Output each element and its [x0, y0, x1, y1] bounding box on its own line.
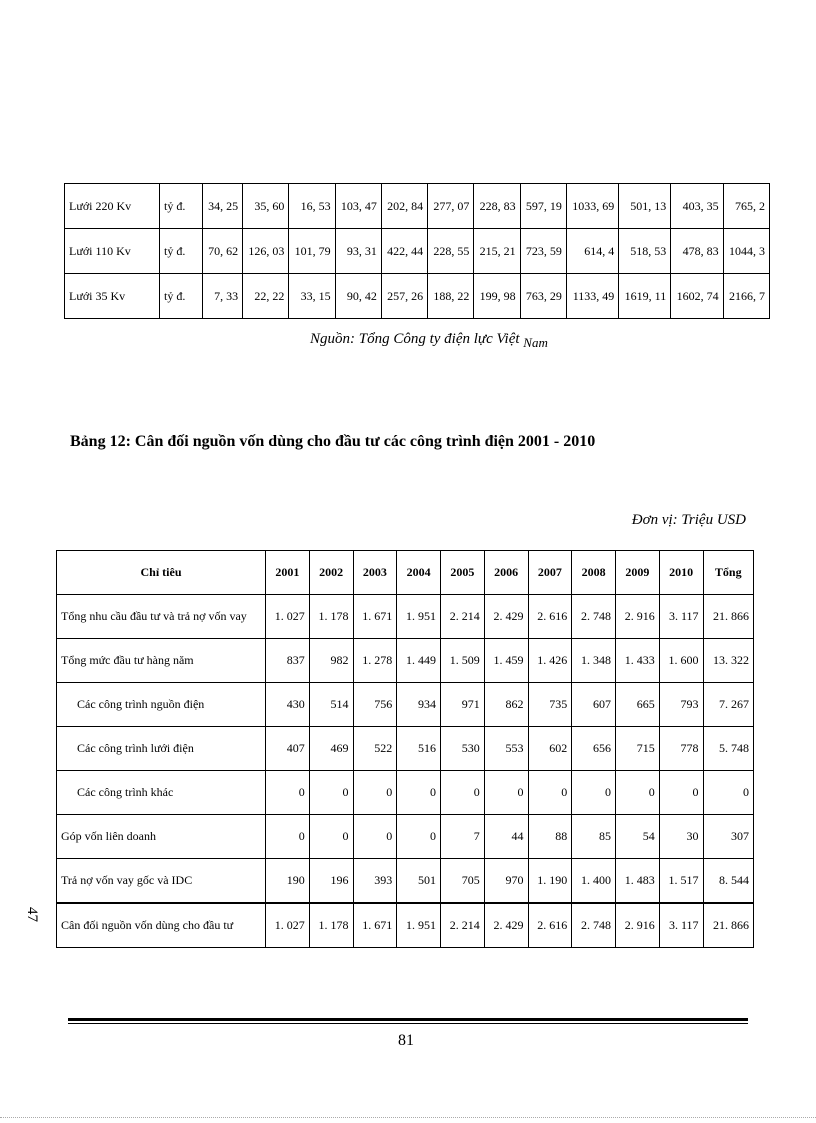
- table-cell: 2. 748: [572, 595, 616, 639]
- table-cell: 0: [309, 771, 353, 815]
- table-cell: 862: [484, 683, 528, 727]
- column-header: 2003: [353, 551, 397, 595]
- column-header: 2001: [266, 551, 310, 595]
- row-label: Lưới 220 Kv: [65, 184, 160, 229]
- table-cell: 1. 190: [528, 859, 572, 904]
- table-cell: 705: [441, 859, 485, 904]
- table-cell: 88: [528, 815, 572, 859]
- table-cell: 30: [659, 815, 703, 859]
- table-cell: 0: [616, 771, 660, 815]
- table-row: [57, 595, 754, 639]
- table-cell: 1. 348: [572, 639, 616, 683]
- column-header: 2009: [616, 551, 660, 595]
- table-cell: 2. 214: [441, 595, 485, 639]
- table-cell: 970: [484, 859, 528, 904]
- table-cell: 0: [703, 771, 754, 815]
- table-cell: 13. 322: [703, 639, 754, 683]
- table-cell: 3. 117: [659, 595, 703, 639]
- table-cell: 982: [309, 639, 353, 683]
- table-cell: 2. 916: [616, 903, 660, 948]
- row-label: Tổng mức đầu tư hàng năm: [57, 639, 266, 683]
- table-cell: 0: [484, 771, 528, 815]
- column-header: Chỉ tiêu: [57, 551, 266, 595]
- table-cell: 602: [528, 727, 572, 771]
- table-cell: 7: [441, 815, 485, 859]
- table-cell: 1619, 11: [619, 274, 671, 319]
- row-label: Trả nợ vốn vay gốc và IDC: [57, 859, 266, 904]
- table-cell: 715: [616, 727, 660, 771]
- table-cell: 1. 671: [353, 595, 397, 639]
- source-text-tail: Nam: [523, 335, 548, 350]
- table-cell: 1. 671: [353, 903, 397, 948]
- table-cell: 2. 916: [616, 595, 660, 639]
- table-cell: 516: [397, 727, 441, 771]
- page-edge-dotted-line: [0, 1117, 816, 1118]
- table-cell: 90, 42: [335, 274, 381, 319]
- table-cell: 2. 748: [572, 903, 616, 948]
- row-label: Các công trình nguồn điện: [57, 683, 266, 727]
- table-cell: 202, 84: [381, 184, 427, 229]
- column-header: 2010: [659, 551, 703, 595]
- table-cell: 21. 866: [703, 903, 754, 948]
- table-cell: 723, 59: [520, 229, 566, 274]
- table-cell: 765, 2: [723, 184, 769, 229]
- table-cell: 1. 517: [659, 859, 703, 904]
- table-cell: 70, 62: [203, 229, 243, 274]
- table-row: [57, 639, 754, 683]
- table-cell: 837: [266, 639, 310, 683]
- table-cell: 1. 483: [616, 859, 660, 904]
- table-cell: 257, 26: [381, 274, 427, 319]
- page-number: 81: [398, 1032, 414, 1049]
- row-label: Tổng nhu cầu đầu tư và trả nợ vốn vay: [57, 595, 266, 639]
- table-cell: 1. 433: [616, 639, 660, 683]
- table-cell: 763, 29: [520, 274, 566, 319]
- table-cell: 518, 53: [619, 229, 671, 274]
- table-cell: 126, 03: [243, 229, 289, 274]
- table-cell: 2. 429: [484, 595, 528, 639]
- table-cell: 0: [353, 815, 397, 859]
- table-cell: 1. 400: [572, 859, 616, 904]
- table-cell: 422, 44: [381, 229, 427, 274]
- table-cell: 478, 83: [671, 229, 723, 274]
- table-cell: 735: [528, 683, 572, 727]
- table-cell: 0: [309, 815, 353, 859]
- column-header: Tổng: [703, 551, 754, 595]
- table-cell: 607: [572, 683, 616, 727]
- table-cell: 1. 178: [309, 595, 353, 639]
- table-cell: 0: [266, 771, 310, 815]
- table-cell: 101, 79: [289, 229, 335, 274]
- table-cell: 1. 600: [659, 639, 703, 683]
- row-unit: tỷ đ.: [160, 274, 203, 319]
- table-cell: 1033, 69: [566, 184, 618, 229]
- table-row: [57, 903, 754, 948]
- footer-rule-thin: [68, 1023, 748, 1024]
- table-row: [57, 727, 754, 771]
- table-cell: 35, 60: [243, 184, 289, 229]
- source-text: Nguồn: Tổng Công ty điện lực Việt: [310, 331, 520, 347]
- table-cell: 2166, 7: [723, 274, 769, 319]
- table-cell: 597, 19: [520, 184, 566, 229]
- table-cell: 228, 83: [474, 184, 520, 229]
- table-cell: 1. 459: [484, 639, 528, 683]
- table-cell: 199, 98: [474, 274, 520, 319]
- source-note: [310, 331, 548, 348]
- table-cell: 756: [353, 683, 397, 727]
- table-cell: 614, 4: [566, 229, 618, 274]
- table-cell: 656: [572, 727, 616, 771]
- table-cell: 0: [353, 771, 397, 815]
- table-cell: 8. 544: [703, 859, 754, 904]
- table-cell: 7. 267: [703, 683, 754, 727]
- table-cell: 1. 278: [353, 639, 397, 683]
- table-row: [57, 683, 754, 727]
- column-header: 2008: [572, 551, 616, 595]
- table-cell: 1. 449: [397, 639, 441, 683]
- table-cell: 1. 027: [266, 595, 310, 639]
- side-page-number: 47: [24, 907, 40, 922]
- table-cell: 3. 117: [659, 903, 703, 948]
- table-row: [57, 859, 754, 904]
- table-cell: 1. 178: [309, 903, 353, 948]
- table-cell: 0: [528, 771, 572, 815]
- row-label: Lưới 110 Kv: [65, 229, 160, 274]
- table-cell: 778: [659, 727, 703, 771]
- table-cell: 469: [309, 727, 353, 771]
- table-cell: 190: [266, 859, 310, 904]
- table-cell: 1044, 3: [723, 229, 769, 274]
- table-cell: 277, 07: [428, 184, 474, 229]
- table-row: [57, 815, 754, 859]
- table-header-row: [57, 551, 754, 595]
- table-cell: 2. 616: [528, 903, 572, 948]
- table-cell: 22, 22: [243, 274, 289, 319]
- table-12-title: Bảng 12: Cân đối nguồn vốn dùng cho đầu tư các công trình điện 2001 - 2010: [70, 433, 596, 450]
- table-cell: 553: [484, 727, 528, 771]
- table-cell: 1602, 74: [671, 274, 723, 319]
- table-row: [65, 274, 770, 319]
- table-cell: 196: [309, 859, 353, 904]
- table-cell: 0: [441, 771, 485, 815]
- table-cell: 7, 33: [203, 274, 243, 319]
- table-row: [65, 229, 770, 274]
- row-label: Góp vốn liên doanh: [57, 815, 266, 859]
- table-cell: 44: [484, 815, 528, 859]
- table-cell: 0: [397, 771, 441, 815]
- column-header: 2005: [441, 551, 485, 595]
- table-cell: 407: [266, 727, 310, 771]
- table-cell: 430: [266, 683, 310, 727]
- table-cell: 530: [441, 727, 485, 771]
- table-cell: 21. 866: [703, 595, 754, 639]
- table-cell: 188, 22: [428, 274, 474, 319]
- column-header: 2002: [309, 551, 353, 595]
- table-cell: 34, 25: [203, 184, 243, 229]
- table-cell: 2. 616: [528, 595, 572, 639]
- table-cell: 1. 426: [528, 639, 572, 683]
- table-row: [65, 184, 770, 229]
- column-header: 2006: [484, 551, 528, 595]
- footer-rule-thick: [68, 1018, 748, 1021]
- grid-cost-table: [64, 183, 770, 319]
- table-cell: 393: [353, 859, 397, 904]
- column-header: 2007: [528, 551, 572, 595]
- table-cell: 1. 509: [441, 639, 485, 683]
- table-cell: 514: [309, 683, 353, 727]
- table-cell: 1. 027: [266, 903, 310, 948]
- table-cell: 403, 35: [671, 184, 723, 229]
- table-cell: 33, 15: [289, 274, 335, 319]
- column-header: 2004: [397, 551, 441, 595]
- table-cell: 2. 429: [484, 903, 528, 948]
- table-cell: 307: [703, 815, 754, 859]
- table-cell: 0: [266, 815, 310, 859]
- table-cell: 1133, 49: [566, 274, 618, 319]
- table-cell: 793: [659, 683, 703, 727]
- table-cell: 0: [572, 771, 616, 815]
- table-cell: 934: [397, 683, 441, 727]
- table-cell: 5. 748: [703, 727, 754, 771]
- table-cell: 971: [441, 683, 485, 727]
- table-cell: 1. 951: [397, 595, 441, 639]
- table-cell: 2. 214: [441, 903, 485, 948]
- table-cell: 0: [397, 815, 441, 859]
- table-cell: 228, 55: [428, 229, 474, 274]
- table-cell: 16, 53: [289, 184, 335, 229]
- table-cell: 501: [397, 859, 441, 904]
- row-unit: tỷ đ.: [160, 229, 203, 274]
- table-cell: 54: [616, 815, 660, 859]
- row-label: Các công trình khác: [57, 771, 266, 815]
- table-cell: 522: [353, 727, 397, 771]
- table-cell: 665: [616, 683, 660, 727]
- row-label: Lưới 35 Kv: [65, 274, 160, 319]
- capital-balance-table: [56, 550, 754, 948]
- table-cell: 0: [659, 771, 703, 815]
- table-cell: 93, 31: [335, 229, 381, 274]
- table-cell: 501, 13: [619, 184, 671, 229]
- table-cell: 1. 951: [397, 903, 441, 948]
- table-cell: 85: [572, 815, 616, 859]
- table-row: [57, 771, 754, 815]
- table-cell: 103, 47: [335, 184, 381, 229]
- row-label: Các công trình lưới điện: [57, 727, 266, 771]
- table-cell: 215, 21: [474, 229, 520, 274]
- row-unit: tỷ đ.: [160, 184, 203, 229]
- row-label: Cân đối nguồn vốn dùng cho đầu tư: [57, 903, 266, 948]
- unit-note: Đơn vị: Triệu USD: [631, 512, 746, 528]
